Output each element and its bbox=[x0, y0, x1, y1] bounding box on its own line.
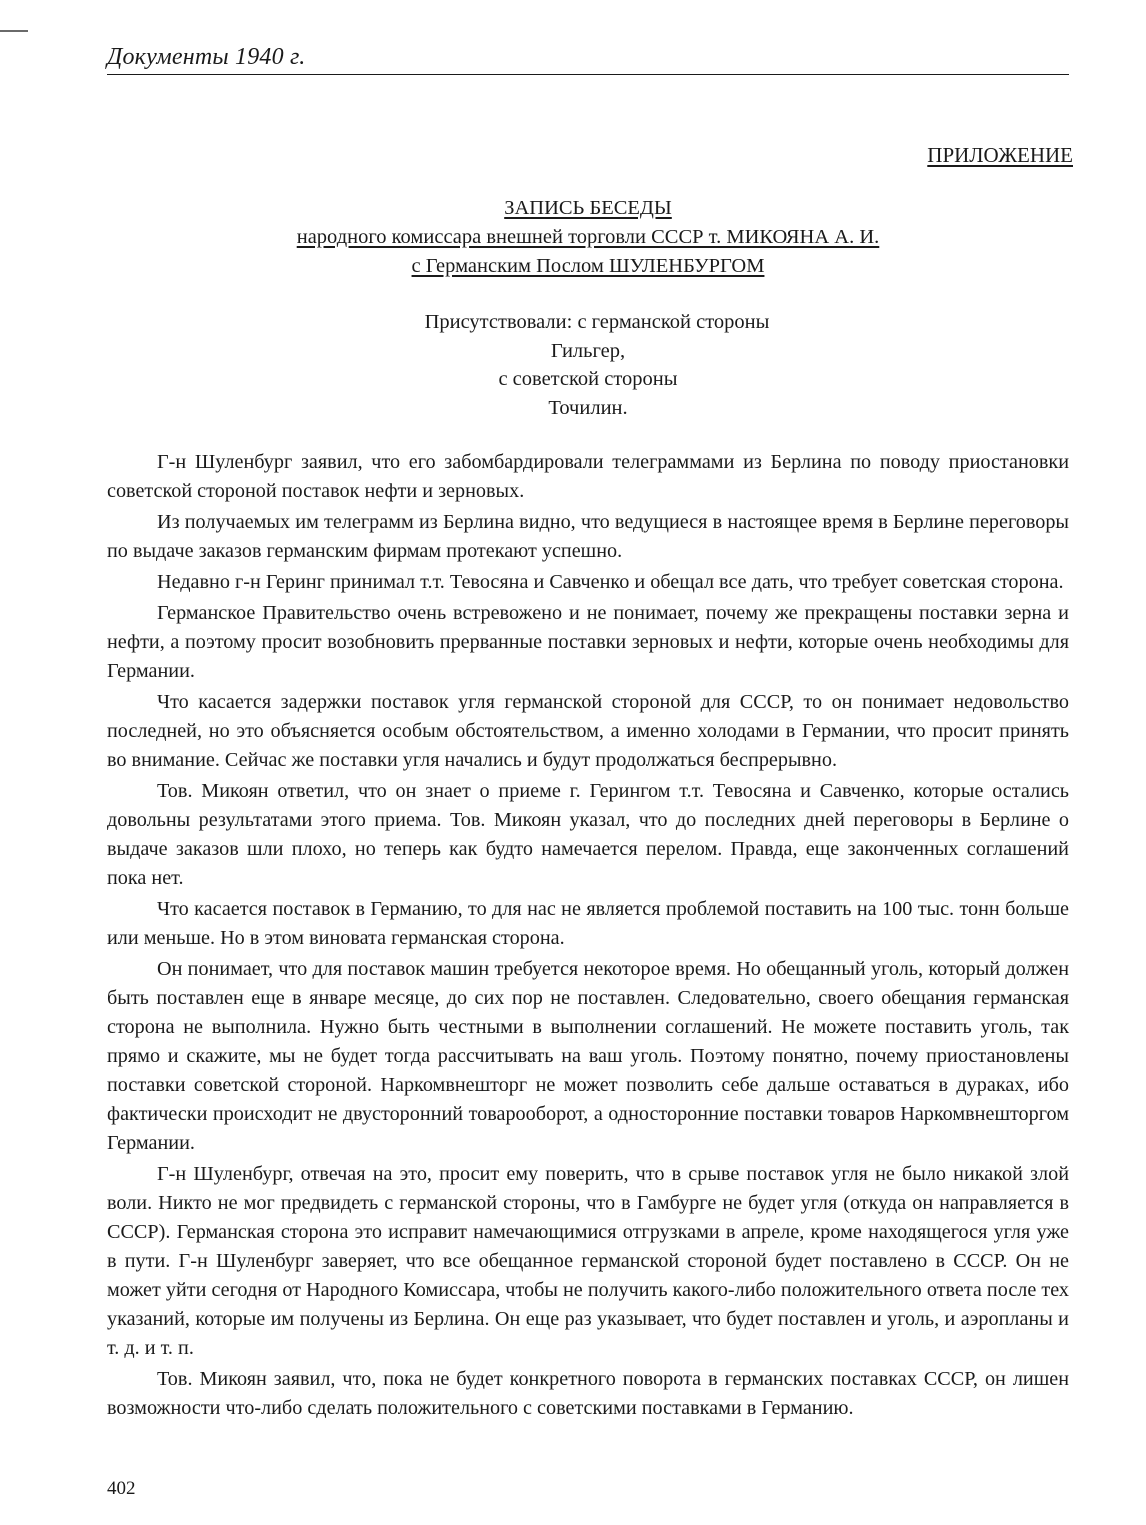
attendees-line: с советской стороны bbox=[498, 368, 678, 390]
paragraph: Недавно г-н Геринг принимал т.т. Тевосяна и Савченко и обещал все дать, что требует советская сторона. bbox=[157, 571, 1064, 593]
document-title: ЗАПИСЬ БЕСЕДЫ bbox=[504, 197, 672, 219]
paragraph: Г-н Шуленбург заявил, что его забомбардировали телеграммами из Берлина по поводу приостановки советской стороной поставок нефти и зерновых. bbox=[107, 451, 1069, 502]
paragraph: Г-н Шуленбург, отвечая на это, просит ему поверить, что в срыве поставок угля не было никакой злой воли. Никто не мог предвидеть с германской стороны, что в Гамбурге не будет угля (откуда он направляется в СССР). Германская сторона это исправит намечающимися отгрузками в апреле, кроме находящегося угля уже в пути. Г-н Шуленбург заверяет, что все обещанное германской стороной будет поставлено в СССР. Он не может уйти сегодня от Народного Комиссара, чтобы не получить какого-либо положительного ответа после тех указаний, которые им получены из Берлина. Он еще раз указывает, что будет поставлен и уголь, и аэропланы и т. д. и т. п. bbox=[107, 1163, 1069, 1359]
paragraph: Что касается поставок в Германию, то для нас не является проблемой поставить на 100 тыс. тонн больше или меньше. Но в этом виновата германская сторона. bbox=[107, 898, 1069, 949]
document-subtitle-line-2: с Германским Послом ШУЛЕНБУРГОМ bbox=[411, 255, 765, 277]
document-subtitle-line-1: народного комиссара внешней торговли СССР т. МИКОЯНА А. И. bbox=[296, 226, 880, 248]
paragraph: Он понимает, что для поставок машин требуется некоторое время. Но обещанный уголь, который должен быть поставлен еще в январе месяце, до сих пор не поставлен. Следовательно, своего обещания германская сторона не выполнила. Нужно быть честными в выполнении соглашений. Не можете поставить уголь, так прямо и скажите, мы не будет тогда рассчитывать на ваш уголь. Поэтому понятно, почему приостановлены поставки советской стороной. Наркомвнешторг не может позволить себе дальше оставаться в дураках, ибо фактически происходит не двусторонний товарооборот, а односторонние поставки товаров Наркомвнешторгом Германии. bbox=[107, 958, 1069, 1154]
paragraph: Что касается задержки поставок угля германской стороной для СССР, то он понимает недовольство последней, но это объясняется особым обстоятельством, а именно холодами в Германии, что просит принять во внимание. Сейчас же поставки угля начались и будут продолжаться беспрерывно. bbox=[107, 691, 1069, 771]
paragraph: Тов. Микоян ответил, что он знает о приеме г. Герингом т.т. Тевосяна и Савченко, которые остались довольны результатами этого приема. Тов. Микоян указал, что до последних дней переговоры в Берлине о выдаче заказов шли плохо, но теперь как будто намечается перелом. Правда, еще законченных соглашений пока нет. bbox=[107, 780, 1069, 889]
paragraph: Тов. Микоян заявил, что, пока не будет конкретного поворота в германских поставках СССР, он лишен возможности что-либо сделать положительного с советскими поставками в Германию. bbox=[107, 1368, 1069, 1419]
attendees-line: Гильгер, bbox=[550, 340, 626, 362]
attendees-line: Точилин. bbox=[548, 397, 628, 419]
paragraph: Германское Правительство очень встревожено и не понимает, почему же прекращены поставки зерна и нефти, а поэтому просит возобновить прерванные поставки зерновых и нефти, которые очень необходимы для Германии. bbox=[107, 602, 1069, 682]
paragraph: Из получаемых им телеграмм из Берлина видно, что ведущиеся в настоящее время в Берлине переговоры по выдаче заказов германским фирмам протекают успешно. bbox=[107, 511, 1069, 562]
attendees-line: Присутствовали: с германской стороны bbox=[424, 311, 770, 333]
scan-corner-mark bbox=[0, 30, 28, 32]
page-number: 402 bbox=[107, 1478, 136, 1499]
running-head: Документы 1940 г. bbox=[107, 44, 306, 70]
appendix-label: ПРИЛОЖЕНИЕ bbox=[927, 143, 1073, 167]
header-rule bbox=[107, 74, 1069, 75]
body-text bbox=[107, 448, 1069, 1425]
